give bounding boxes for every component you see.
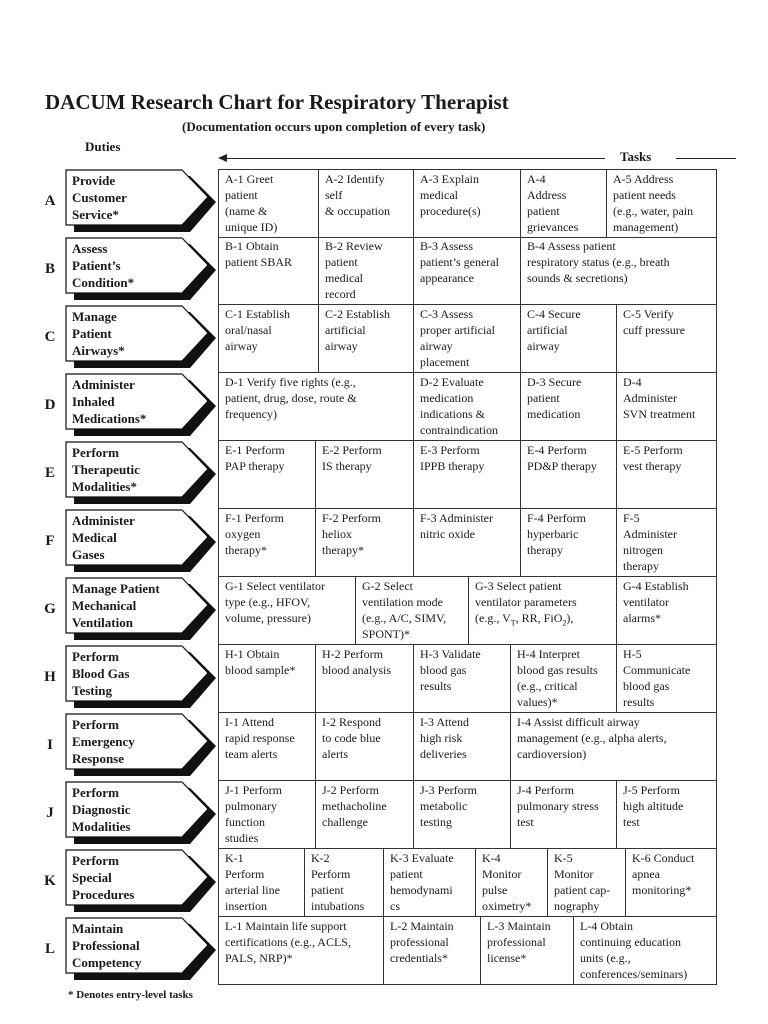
task-cell: L-4 Obtain continuing education units (e.g., conferences/seminars): [574, 917, 717, 984]
duty-box-k: [66, 850, 216, 910]
duty-box-i: [66, 714, 216, 774]
tasks-heading: Tasks: [620, 149, 652, 164]
task-cell: G-3 Select patient ventilator parameters (e.g., $V_T$, RR, FiO$_2$),: [469, 577, 617, 644]
task-cell: H-3 Validate blood gas results: [414, 645, 511, 712]
task-cell: D-3 Secure patient medication: [521, 373, 617, 440]
task-row-l: [219, 917, 717, 985]
task-cell: G-1 Select ventilator type (e.g., HFOV, volume, pressure): [219, 577, 356, 644]
row-letter-b: B: [44, 261, 55, 277]
task-row-d: [219, 373, 717, 441]
task-cell: A-3 Explain medical procedure(s): [414, 170, 521, 237]
task-row-a: [219, 169, 717, 238]
task-cell: J-5 Perform high altitude test: [617, 781, 717, 848]
duty-box-a: [66, 170, 216, 230]
task-cell: G-4 Establish ventilator alarms*: [617, 577, 717, 644]
task-cell: B-3 Assess patient’s general appearance: [414, 237, 521, 304]
task-cell: C-2 Establish artificial airway: [319, 305, 414, 372]
task-cell: K-1 Perform arterial line insertion: [219, 849, 305, 916]
task-cell: G-2 Select ventilation mode (e.g., A/C, SIMV, SPONT)*: [356, 577, 469, 644]
task-row-j: [219, 781, 717, 849]
row-letter-l: L: [44, 941, 55, 957]
duty-box-l: [66, 918, 216, 978]
duties-heading: Duties: [85, 139, 121, 154]
task-cell: B-4 Assess patient respiratory status (e.g., breath sounds & secretions): [521, 237, 717, 304]
task-cell: J-3 Perform metabolic testing: [414, 781, 511, 848]
duty-label: Administer Inhaled Medications*: [72, 377, 147, 426]
duty-label: Administer Medical Gases: [72, 513, 135, 562]
task-cell: E-4 Perform PD&P therapy: [521, 441, 617, 508]
task-row-k: [219, 849, 717, 917]
task-cell: D-2 Evaluate medication indications & contraindication: [414, 373, 521, 440]
row-letter-a: A: [44, 193, 56, 209]
row-letter-e: E: [44, 465, 55, 481]
task-row-i: [219, 713, 717, 781]
task-row-c: [219, 305, 717, 373]
duty-box-c: [66, 306, 216, 366]
duty-box-f: [66, 510, 216, 570]
row-letter-k: K: [44, 873, 56, 889]
task-cell: D-4 Administer SVN treatment: [617, 373, 717, 440]
row-letter-i: I: [47, 737, 53, 753]
task-row-b: [219, 237, 717, 305]
task-cell: I-2 Respond to code blue alerts: [316, 713, 414, 780]
tasks-arrow-left: [220, 158, 605, 159]
task-cell: F-4 Perform hyperbaric therapy: [521, 509, 617, 576]
duty-box-j: [66, 782, 216, 842]
footnote: * Denotes entry-level tasks: [68, 989, 193, 1001]
task-cell: H-5 Communicate blood gas results: [617, 645, 717, 712]
task-cell: F-3 Administer nitric oxide: [414, 509, 521, 576]
task-row-g: [219, 577, 717, 645]
task-cell: J-4 Perform pulmonary stress test: [511, 781, 617, 848]
row-letter-f: F: [45, 533, 55, 549]
task-cell: B-2 Review patient medical record: [319, 237, 414, 304]
row-letter-g: G: [44, 601, 56, 617]
task-cell: K-5 Monitor patient cap- nography: [548, 849, 626, 916]
duty-label: Assess Patient’s Condition*: [72, 241, 135, 290]
task-cell: F-2 Perform heliox therapy*: [316, 509, 414, 576]
duty-box-b: [66, 238, 216, 298]
task-cell: D-1 Verify five rights (e.g., patient, drug, dose, route & frequency): [219, 373, 414, 440]
row-letter-j: J: [46, 805, 54, 821]
duty-label: Manage Patient Mechanical Ventilation: [72, 581, 160, 630]
task-cell: F-1 Perform oxygen therapy*: [219, 509, 316, 576]
duty-label: Perform Diagnostic Modalities: [72, 785, 131, 834]
task-cell: E-1 Perform PAP therapy: [219, 441, 316, 508]
task-cell: I-4 Assist difficult airway management (e.g., alpha alerts, cardioversion): [511, 713, 717, 780]
task-cell: H-2 Perform blood analysis: [316, 645, 414, 712]
duty-box-d: [66, 374, 216, 434]
task-cell: K-4 Monitor pulse oximetry*: [476, 849, 548, 916]
task-cell: E-2 Perform IS therapy: [316, 441, 414, 508]
task-cell: A-5 Address patient needs (e.g., water, pain management): [607, 170, 717, 237]
task-cell: F-5 Administer nitrogen therapy: [617, 509, 717, 576]
task-cell: H-4 Interpret blood gas results (e.g., critical values)*: [511, 645, 617, 712]
duty-label: Maintain Professional Competency: [72, 921, 142, 970]
duty-box-h: [66, 646, 216, 706]
duty-label: Provide Customer Service*: [72, 173, 127, 222]
task-cell: I-3 Attend high risk deliveries: [414, 713, 511, 780]
tasks-arrow-right: [676, 158, 736, 159]
page-subtitle: (Documentation occurs upon completion of every task): [182, 119, 486, 134]
page-title: DACUM Research Chart for Respiratory Therapist: [45, 90, 509, 114]
task-cell: H-1 Obtain blood sample*: [219, 645, 316, 712]
task-cell: K-3 Evaluate patient hemodynami cs: [384, 849, 476, 916]
row-letter-c: C: [44, 329, 56, 345]
task-cell: C-3 Assess proper artificial airway placement: [414, 305, 521, 372]
task-cell: L-3 Maintain professional license*: [481, 917, 574, 984]
task-row-f: [219, 509, 717, 577]
task-cell: E-3 Perform IPPB therapy: [414, 441, 521, 508]
duty-label: Perform Blood Gas Testing: [72, 649, 130, 698]
task-cell: J-1 Perform pulmonary function studies: [219, 781, 316, 848]
duty-box-g: [66, 578, 216, 638]
task-cell: E-5 Perform vest therapy: [617, 441, 717, 508]
task-cell: K-2 Perform patient intubations: [305, 849, 384, 916]
duty-label: Perform Special Procedures: [72, 853, 135, 902]
task-grid: [218, 169, 717, 985]
row-letter-d: D: [44, 397, 56, 413]
task-cell: L-1 Maintain life support certifications (e.g., ACLS, PALS, NRP)*: [219, 917, 384, 984]
duty-label: Perform Therapeutic Modalities*: [72, 445, 140, 494]
task-cell: A-2 Identify self & occupation: [319, 170, 414, 237]
task-cell: A-1 Greet patient (name & unique ID): [219, 170, 319, 237]
task-cell: A-4 Address patient grievances: [521, 170, 607, 237]
task-cell: C-4 Secure artificial airway: [521, 305, 617, 372]
task-cell: L-2 Maintain professional credentials*: [384, 917, 481, 984]
row-letter-h: H: [44, 669, 56, 685]
task-row-h: [219, 645, 717, 713]
task-cell: I-1 Attend rapid response team alerts: [219, 713, 316, 780]
duty-label: Perform Emergency Response: [72, 717, 135, 766]
task-row-e: [219, 441, 717, 509]
task-cell: C-1 Establish oral/nasal airway: [219, 305, 319, 372]
task-cell: J-2 Perform methacholine challenge: [316, 781, 414, 848]
task-cell: K-6 Conduct apnea monitoring*: [626, 849, 717, 916]
duty-box-e: [66, 442, 216, 502]
task-cell: B-1 Obtain patient SBAR: [219, 237, 319, 304]
duty-label: Manage Patient Airways*: [72, 309, 125, 358]
task-cell: C-5 Verify cuff pressure: [617, 305, 717, 372]
